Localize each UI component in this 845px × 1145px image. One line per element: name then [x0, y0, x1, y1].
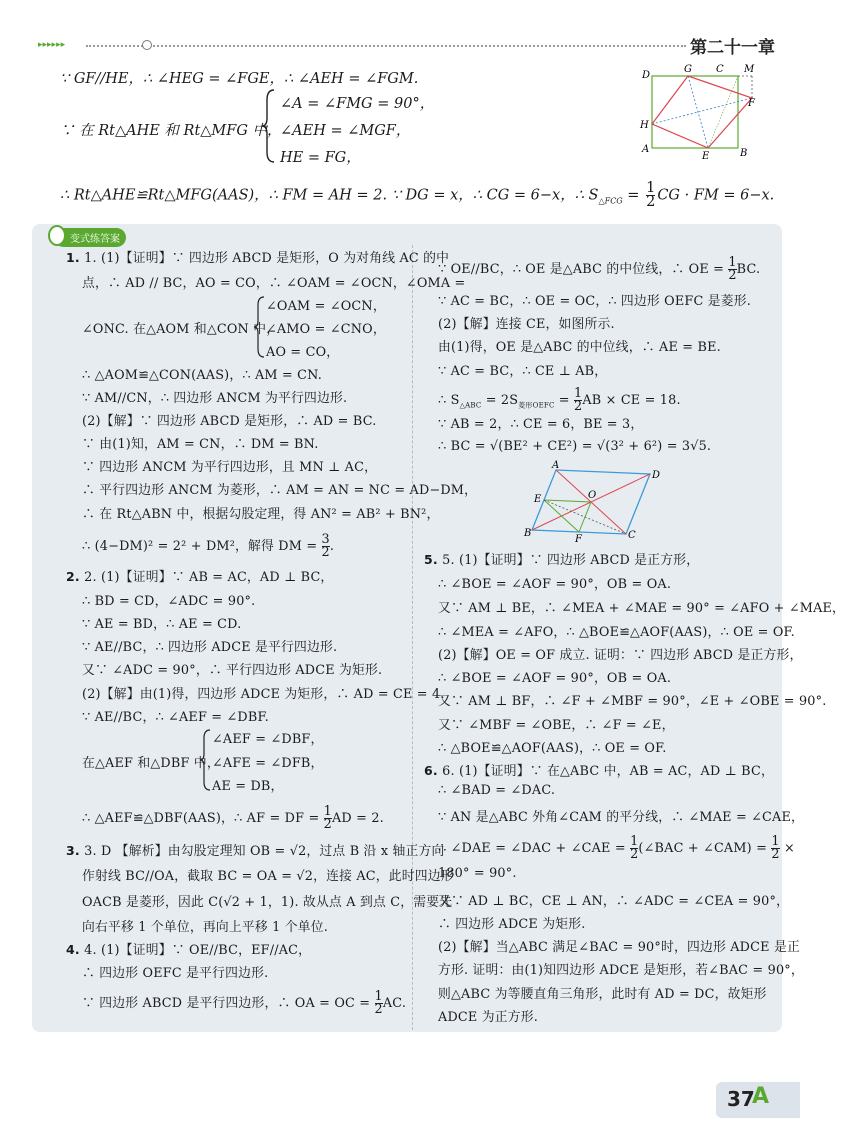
- frac-den: 2: [323, 817, 332, 832]
- right-line: ∴ △BOE≌△AOF(AAS)，∴ OE = OF.: [438, 741, 667, 756]
- left-line: ∴ BD = CD，∠ADC = 90°.: [82, 594, 256, 609]
- chapter-title: 第二十一章: [690, 38, 775, 58]
- left-line: (2)【解】∵ 四边形 ABCD 是矩形，∴ AD = BC.: [82, 414, 377, 429]
- left-line: ∴ (4−DM)² = 2² + DM²，解得 DM = $\frac{3}{2}$ .: [82, 532, 335, 560]
- right-line: 方形. 证明：由(1)知四边形 ADCE 是矩形，若∠BAC = 90°，: [438, 963, 804, 978]
- top-frac-num: 1: [646, 180, 656, 196]
- left-line: (2)【解】由(1)得，四边形 ADCE 为矩形，∴ AD = CE = 4.: [82, 687, 445, 702]
- fig1-label-B: B: [740, 148, 748, 159]
- left-line: ∵ AE//BC，∴ 四边形 ADCE 是平行四边形.: [82, 640, 338, 655]
- left-line: 在△AEF 和△DBF 中，: [82, 756, 220, 771]
- right-line: ∴ ∠BOE = ∠AOF = 90°，OB = OA.: [438, 577, 672, 592]
- frac-num: 1: [573, 386, 583, 401]
- top-brace: [262, 88, 276, 164]
- top-line-3-text: ∴ Rt△AHE≌Rt△MFG(AAS)，∴ FM = AH = 2. ∵ DG = x，∴ CG = 6−x，∴ S: [60, 187, 599, 204]
- left-line: OACB 是菱形，因此 C(√2 + 1，1). 故从点 A 到点 C，需要先: [82, 895, 453, 910]
- frac-num: 1: [630, 834, 639, 849]
- right-line: (2)【解】OE = OF 成立. 证明：∵ 四边形 ABCD 是正方形，: [438, 648, 803, 663]
- right-line: ∴ ∠BAD = ∠DAC.: [438, 783, 556, 798]
- left-brace-2-line: AE = DB，: [212, 779, 284, 794]
- fig2-label-B: B: [524, 528, 532, 539]
- header-circle-icon: [142, 40, 152, 50]
- left-line: ∴ 四边形 OEFC 是平行四边形.: [82, 966, 269, 981]
- left-line: 点，∴ AD // BC，AO = CO，∴ ∠OAM = ∠OCN，∠OMA =: [82, 276, 466, 291]
- right-line: ADCE 为正方形.: [438, 1010, 538, 1025]
- top-line-3-end: CG · FM = 6−x.: [657, 187, 775, 204]
- top-frac-den: 2: [646, 194, 656, 210]
- top-brace-line-3: HE = FG，: [280, 150, 361, 166]
- right-line: ∴ ∠DAE = ∠DAC + ∠CAE = $\frac{1}{2}$ (∠BAC + ∠CAM) = $\frac{1}{2}$ ×: [438, 834, 795, 862]
- frac-num: 1: [323, 804, 332, 819]
- top-line-3-eq: =: [622, 187, 645, 204]
- left-line: ∴ △AEF≌△DBF(AAS)，∴ AF = DF = $\frac{1}{2}$ AD = 2.: [82, 804, 384, 832]
- left-line: ∵ AE//BC，∴ ∠AEF = ∠DBF.: [82, 710, 269, 725]
- right-line: 180° = 90°.: [438, 866, 517, 881]
- left-line: 1. 1. (1)【证明】∵ 四边形 ABCD 是矩形，O 为对角线 AC 的中: [66, 250, 450, 266]
- pin-icon: [48, 225, 66, 246]
- right-line: 由(1)得，OE 是△ABC 的中位线，∴ AE = BE.: [438, 340, 721, 355]
- fig1-label-M: M: [744, 64, 755, 75]
- fig1-label-A: A: [642, 144, 650, 155]
- top-brace-line-2: ∠AEH = ∠MGF，: [280, 123, 411, 139]
- left-line: ∵ AE = BD，∴ AE = CD.: [82, 617, 242, 632]
- frac-den: 2: [771, 847, 780, 862]
- logo-a-icon: A: [752, 1084, 770, 1109]
- left-line: 向右平移 1 个单位，再向上平移 1 个单位.: [82, 920, 328, 935]
- top-line-1: ∵ GF//HE，∴ ∠HEG = ∠FGE，∴ ∠AEH = ∠FGM.: [60, 71, 419, 87]
- left-brace-2: [200, 728, 212, 792]
- right-line: (2)【解】当△ABC 满足∠BAC = 90°时，四边形 ADCE 是正: [438, 940, 800, 955]
- right-line: ∴ ∠MEA = ∠AFO，∴ △BOE≌△AOF(AAS)，∴ OE = OF.: [438, 625, 795, 640]
- left-line: 作射线 BC//OA，截取 BC = OA = √2，连接 AC，此时四边形: [82, 869, 454, 884]
- right-line: 又∵ ∠MBF = ∠OBE，∴ ∠F = ∠E，: [438, 718, 675, 733]
- top-line-2: ∵ 在 Rt△AHE 和 Rt△MFG 中，: [60, 123, 282, 139]
- left-brace-1: [254, 295, 266, 359]
- left-line: 4. 4. (1)【证明】∵ OE//BC，EF//AC，: [66, 942, 312, 958]
- left-line: ∵ AM//CN，∴ 四边形 ANCM 为平行四边形.: [82, 391, 348, 406]
- fig2-label-E: E: [534, 494, 542, 505]
- frac-num: 1: [728, 255, 737, 270]
- frac-den: 2: [321, 545, 330, 560]
- frac-num: 3: [321, 532, 330, 547]
- left-line: ∠ONC. 在△AOM 和△CON 中，: [82, 322, 280, 337]
- frac-num: 1: [374, 989, 383, 1004]
- frac-den: 2: [728, 268, 737, 283]
- top-brace-line-1: ∠A = ∠FMG = 90°，: [280, 96, 435, 112]
- fig2-label-O: O: [588, 490, 597, 501]
- fig2-label-F: F: [575, 534, 582, 545]
- frac-den: 2: [630, 847, 639, 862]
- answers-badge: 变式练答案: [54, 228, 126, 247]
- right-line: 则△ABC 为等腰直角三角形，此时有 AD = DC，故矩形: [438, 987, 767, 1002]
- left-line: 3. 3. D 【解析】由勾股定理知 OB = √2，过点 B 沿 x 轴正方向: [66, 843, 445, 859]
- frac-den: 2: [573, 399, 583, 414]
- left-line: ∴ △AOM≌△CON(AAS)，∴ AM = CN.: [82, 368, 323, 383]
- fig2-label-D: D: [652, 470, 661, 481]
- fig1-label-H: H: [640, 120, 649, 131]
- right-line: (2)【解】连接 CE，如图所示.: [438, 317, 615, 332]
- left-brace-2-line: ∠AFE = ∠DFB，: [212, 756, 324, 771]
- right-line: ∵ AB = 2，∴ CE = 6，BE = 3，: [438, 417, 644, 432]
- right-line: ∵ AC = BC，∴ OE = OC，∴ 四边形 OEFC 是菱形.: [438, 294, 752, 309]
- left-line: ∵ 四边形 ABCD 是平行四边形，∴ OA = OC = $\frac{1}{2}$ AC.: [82, 989, 407, 1017]
- fig1-label-F: F: [748, 98, 755, 109]
- right-line: ∴ ∠BOE = ∠AOF = 90°，OB = OA.: [438, 671, 672, 686]
- square-figure: [640, 62, 758, 160]
- fig2-label-C: C: [628, 530, 636, 541]
- fig1-label-G: G: [684, 64, 692, 75]
- left-line: 又∵ ∠ADC = 90°，∴ 平行四边形 ADCE 为矩形.: [82, 663, 383, 678]
- fig1-label-C: C: [716, 64, 724, 75]
- left-line: ∴ 平行四边形 ANCM 为菱形，∴ AM = AN = NC = AD−DM，: [82, 483, 478, 498]
- fig2-label-A: A: [552, 460, 560, 471]
- left-brace-1-line: AO = CO，: [266, 345, 340, 360]
- right-line: 又∵ AD ⊥ BC，CE ⊥ AN，∴ ∠ADC = ∠CEA = 90°，: [438, 894, 790, 909]
- header-arrows: ▸▸▸▸▸▸: [38, 40, 66, 50]
- frac-den: 2: [374, 1002, 383, 1017]
- right-line: 又∵ AM ⊥ BE，∴ ∠MEA + ∠MAE = 90° = ∠AFO + ∠MAE，: [438, 601, 845, 616]
- left-brace-1-line: ∠AMO = ∠CNO，: [266, 322, 386, 337]
- right-line: ∴ BC = √(BE² + CE²) = √(3² + 6²) = 3√5.: [438, 439, 712, 454]
- right-line: ∵ OE//BC，∴ OE 是△ABC 的中位线，∴ OE = $\frac{1}{2}$ BC.: [438, 255, 761, 283]
- left-line: ∵ 由(1)知，AM = CN，∴ DM = BN.: [82, 437, 319, 452]
- fig1-label-D: D: [642, 70, 651, 81]
- page-number: 37: [727, 1087, 755, 1111]
- page-header: [0, 30, 800, 58]
- frac-num: 1: [771, 834, 780, 849]
- right-line: 6. 6. (1)【证明】∵ 在△ABC 中，AB = AC，AD ⊥ BC，: [424, 763, 775, 779]
- top-line-3: [60, 182, 774, 209]
- left-brace-2-line: ∠AEF = ∠DBF，: [212, 732, 324, 747]
- fig1-label-E: E: [702, 151, 710, 162]
- header-dotted-rule: [86, 45, 686, 47]
- column-divider: [412, 245, 413, 1030]
- parallelogram-figure: [522, 460, 662, 545]
- right-line: 5. 5. (1)【证明】∵ 四边形 ABCD 是正方形，: [424, 552, 700, 568]
- left-line: ∵ 四边形 ANCM 为平行四边形，且 MN ⊥ AC，: [82, 460, 378, 475]
- left-line: ∴ 在 Rt△ABN 中，根据勾股定理，得 AN² = AB² + BN²，: [82, 507, 440, 522]
- left-brace-1-line: ∠OAM = ∠OCN，: [266, 299, 386, 314]
- right-line: ∵ AC = BC，∴ CE ⊥ AB，: [438, 364, 608, 379]
- left-line: 2. 2. (1)【证明】∵ AB = AC，AD ⊥ BC，: [66, 569, 334, 585]
- right-line: 又∵ AM ⊥ BF，∴ ∠F + ∠MBF = 90°，∠E + ∠OBE = 90°.: [438, 694, 827, 709]
- right-line: ∴ 四边形 ADCE 为矩形.: [438, 917, 586, 932]
- right-line: ∵ AN 是△ABC 外角∠CAM 的平分线，∴ ∠MAE = ∠CAE，: [438, 810, 805, 825]
- right-line: ∴ $S_{\triangle ABC} = 2S_{菱形OEFC}$ = $\frac{1}{2}$ AB × CE = 18.: [438, 386, 681, 414]
- top-line-3-sub: △FCG: [598, 196, 623, 206]
